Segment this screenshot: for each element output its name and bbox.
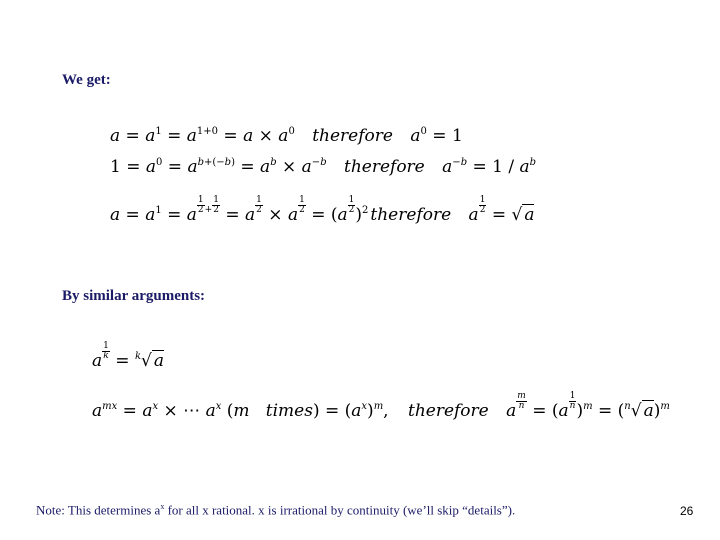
equation-line-2: $1 = a^0 = a^{b+(-b)} = a^b \times a^{-b}$ therefore $a^{-b} = 1 / a^b$: [110, 157, 537, 177]
equation-line-1: $a = a^1 = a^{1+0} = a \times a^0$ therefore $a^0 = 1$: [110, 126, 463, 146]
footnote-text-start: Note: This determines a: [36, 502, 161, 518]
equation-line-5: $a^{mx} = a^x$ × ⋯ $a^x$ (m times) = $(a^x)^m$, therefore a $\frac{m}{n}$ = (a $\frac{1}{n}$ )$^m$ = ($^n$√ a)$^m$: [92, 391, 670, 422]
equation-line-1-keyword: therefore: [312, 126, 393, 146]
equation-line-4: a $\frac{1}{k}$ = $^k$√ a: [92, 341, 164, 372]
equation-line-2-keyword: therefore: [344, 157, 425, 177]
equation-line-3-keyword: therefore: [370, 205, 452, 226]
equation-line-3: $a = a^1 = a$ $\frac{1}{2}$ + $\frac{1}{2}$ = a $\frac{1}{2}$ × a $\frac{1}{2}$ = (a $\frac{1}{2}$ )$^2$ therefore a $\frac{1}{2}$ = √ a: [110, 195, 535, 226]
slide-number: 26: [680, 504, 694, 518]
equation-line-5-keyword: therefore: [407, 401, 489, 422]
footnote-superscript: x: [160, 502, 165, 511]
footnote: [36, 502, 515, 518]
heading-we-get: We get:: [62, 72, 111, 88]
footnote-text-end: for all x rational. x is irrational by continuity (we’ll skip “details”).: [164, 502, 516, 518]
heading-similar-text: By similar arguments:: [62, 288, 206, 304]
heading-similar-arguments: [62, 288, 205, 305]
